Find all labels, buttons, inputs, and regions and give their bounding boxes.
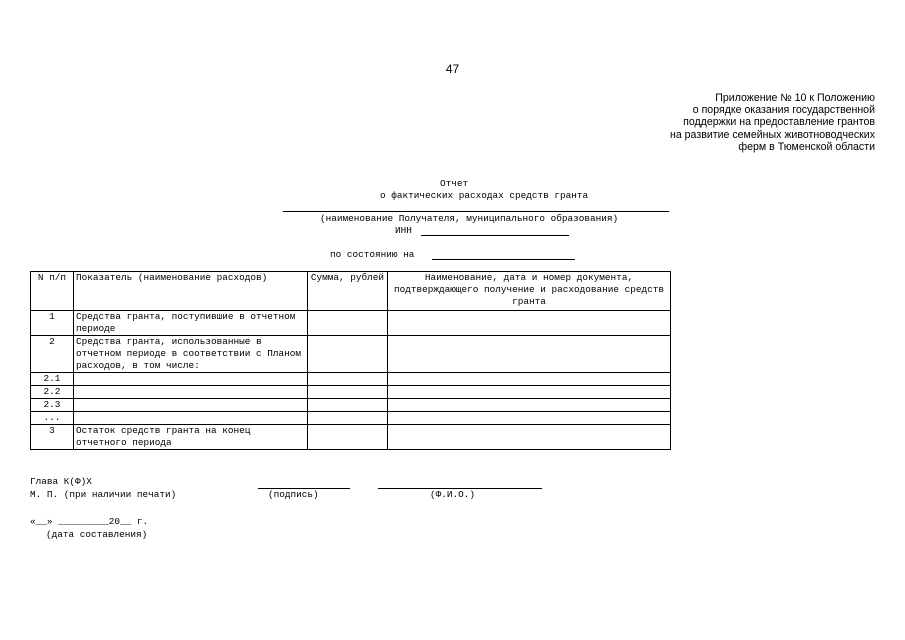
row-indicator bbox=[74, 373, 308, 386]
row-number: 2.2 bbox=[31, 386, 74, 399]
row-amount bbox=[308, 399, 388, 412]
inn-fill-line bbox=[421, 235, 569, 236]
row-indicator: Остаток средств гранта на конец отчетного периода bbox=[74, 425, 308, 450]
row-amount bbox=[308, 412, 388, 425]
row-number: 2 bbox=[31, 336, 74, 373]
appendix-note bbox=[670, 92, 875, 153]
expense-report-table bbox=[30, 271, 671, 450]
table-header-row bbox=[31, 272, 671, 311]
row-document bbox=[388, 412, 671, 425]
header-number: N п/п bbox=[31, 272, 74, 311]
row-number: 2.3 bbox=[31, 399, 74, 412]
header-indicator: Показатель (наименование расходов) bbox=[74, 272, 308, 311]
as-of-fill-line bbox=[432, 259, 575, 260]
report-subtitle: о фактических расходах средств гранта bbox=[380, 190, 589, 201]
row-number: ... bbox=[31, 412, 74, 425]
header-document: Наименование, дата и номер документа, подтверждающего получение и расходование средств гранта bbox=[388, 272, 671, 311]
row-number: 1 bbox=[31, 311, 74, 336]
row-indicator bbox=[74, 386, 308, 399]
appendix-line: о порядке оказания государственной bbox=[692, 104, 875, 117]
row-document bbox=[388, 311, 671, 336]
row-number: 3 bbox=[31, 425, 74, 450]
row-indicator bbox=[74, 399, 308, 412]
table-row bbox=[31, 336, 671, 373]
table-row bbox=[31, 425, 671, 450]
row-indicator: Средства гранта, поступившие в отчетном периоде bbox=[74, 311, 308, 336]
row-amount bbox=[308, 311, 388, 336]
appendix-line: на развитие семейных животноводческих bbox=[669, 128, 875, 141]
row-indicator: Средства гранта, использованные в отчетном периоде в соответствии с Планом расходов, в том числе: bbox=[74, 336, 308, 373]
table-row bbox=[31, 399, 671, 412]
row-document bbox=[388, 425, 671, 450]
row-document bbox=[388, 336, 671, 373]
table-row bbox=[31, 386, 671, 399]
header-amount: Сумма, рублей bbox=[308, 272, 388, 311]
signature-caption: (подпись) bbox=[268, 489, 319, 500]
recipient-caption: (наименование Получателя, муниципального образования) bbox=[320, 213, 619, 224]
row-number: 2.1 bbox=[31, 373, 74, 386]
row-document bbox=[388, 373, 671, 386]
appendix-line: ферм в Тюменской области bbox=[738, 140, 875, 153]
inn-label: ИНН bbox=[395, 225, 412, 236]
table-row bbox=[31, 373, 671, 386]
row-document bbox=[388, 386, 671, 399]
appendix-line: поддержки на предоставление грантов bbox=[683, 116, 875, 129]
appendix-line: Приложение № 10 к Положению bbox=[715, 92, 875, 104]
row-amount bbox=[308, 336, 388, 373]
row-amount bbox=[308, 373, 388, 386]
as-of-label: по состоянию на bbox=[330, 249, 415, 260]
full-name-caption: (Ф.И.О.) bbox=[430, 489, 476, 500]
row-amount bbox=[308, 386, 388, 399]
report-title: Отчет bbox=[440, 178, 469, 189]
table-row bbox=[31, 412, 671, 425]
row-indicator bbox=[74, 412, 308, 425]
page-number: 47 bbox=[445, 62, 460, 76]
row-amount bbox=[308, 425, 388, 450]
date-fill-line: «__» _________20__ г. bbox=[30, 516, 149, 527]
row-document bbox=[388, 399, 671, 412]
table-row bbox=[31, 311, 671, 336]
head-label: Глава К(Ф)Х bbox=[30, 476, 92, 487]
recipient-fill-line bbox=[283, 211, 669, 212]
date-caption: (дата составления) bbox=[46, 529, 148, 540]
stamp-place-label: М. П. (при наличии печати) bbox=[30, 489, 177, 500]
